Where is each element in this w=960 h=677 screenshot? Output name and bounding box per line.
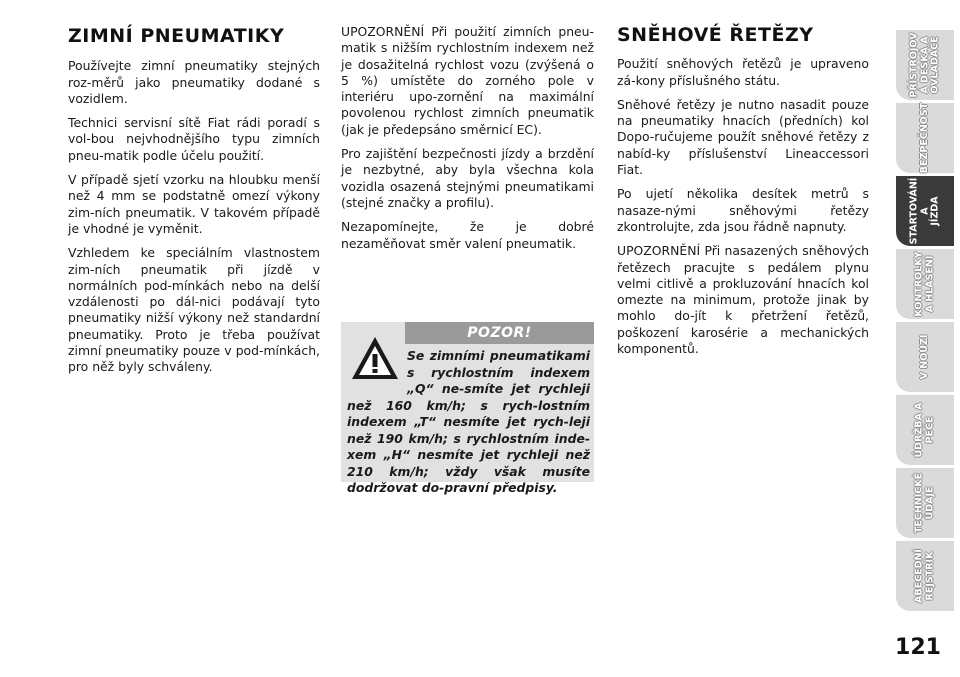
tab-label: V NOUZI [918,334,930,380]
tab-label: ÚDRŽBA A PÉČE [913,402,935,458]
snow-chains-paragraph: Po ujetí několika desítek metrů s nasaze-nými sněhovými řetězy zkontrolujte, zda jsou řádně napnuty. [617,186,869,234]
snow-chains-paragraph: UPOZORNĚNÍ Při nasazených sněhových řetězech pracujte s pedálem plynu velmi citlivě a prokluzování hnacích kol omezte na minimum, protože jinak by mohlo do-jít k přetržení řetězů, poškození karosérie a mechanických komponentů. [617,243,869,357]
tab-index[interactable] [896,541,954,611]
tab-starting-driving[interactable] [896,176,954,246]
tab-warning-lights[interactable] [896,249,954,319]
rotation-paragraph: Nezapomínejte, že je dobré nezaměňovat směr valení pneumatik. [341,219,594,251]
warning-heading: POZOR! [405,322,594,344]
tab-label: PŘÍSTROJOV Á DESKA A OVLADAČE [908,32,941,98]
tab-technical-data[interactable] [896,468,954,538]
snow-chains-paragraph: Sněhové řetězy je nutno nasadit pouze na pneumatiky hnacích (předních) kol Dopo-ručujeme použít sněhové řetězy z nabíd-ky příslušenství Lineaccessori Fiat. [617,96,869,178]
snow-chains-title: SNĚHOVÉ ŘETĚZY [617,24,814,46]
chapter-tabs [896,30,960,610]
winter-tyres-column [68,20,320,384]
tab-maintenance[interactable] [896,395,954,465]
winter-tyres-paragraph: Používejte zimní pneumatiky stejných roz-měrů jako pneumatiky dodané s vozidlem. [68,58,320,106]
tab-label: TECHNICKÉ ÚDAJE [913,472,935,534]
tab-label: KONTROLKY A HLÁŠENÍ [913,251,935,317]
tab-instrument-panel[interactable] [896,30,954,100]
winter-tyres-paragraph: V případě sjetí vzorku na hloubku menší než 4 mm se podstatně omezí výkony zim-ních pneumatik. V takovém případě je vhodné je vyměnit. [68,172,320,236]
warning-text-block [347,348,590,497]
winter-tyres-paragraph: Technici servisní sítě Fiat rádi poradí s vol-bou nejvhodnějšího typu zimních pneu-matik podle účelu použití. [68,115,320,163]
notice-paragraph: UPOZORNĚNÍ Při použití zimních pneu-matik s nižším rychlostním indexem než je dosažitelná rychlost vozu (zvýšená o 5 %) umístěte do zorného pole v interiéru upo-zornění na maximální povolenou rychlost zimních pneumatik (jak je předepsáno směrnicí EC). [341,24,594,137]
snow-chains-paragraph: Použití sněhových řetězů je upraveno zá-kony příslušného státu. [617,56,869,88]
winter-tyres-continued-column [341,24,594,260]
safety-paragraph: Pro zajištění bezpečnosti jízdy a brzdění je nezbytné, aby byla všechna kola vozidla osazená stejnými pneumatikami (stejné značky a profilu). [341,146,594,210]
snow-chains-column [617,20,869,365]
tab-label: BEZPEČNOST [918,102,930,174]
tab-safety[interactable] [896,103,954,173]
page-number: 121 [895,635,941,660]
winter-tyres-title: ZIMNÍ PNEUMATIKY [68,25,285,47]
winter-tyres-paragraph: Vzhledem ke speciálním vlastnostem zim-ních pneumatik při jízdě v normálních pod-mínkách nebo na delší vzdálenosti po dál-nici podávají tyto pneumatiky nižší výkony než standardní pneumatiky. Proto je třeba používat zimní pneumatiky pouze v pod-mínkách, pro něž byly schváleny. [68,245,320,375]
warning-text: Se zimními pneumatikami s rychlostním indexem „Q“ ne-smíte jet rychleji než 160 km/h; s rych-lostním indexem „T“ nesmíte jet rych-leji než 190 km/h; s rychlostním inde-xem „H“ nesmíte jet rychleji než 210 km/h; vždy však musíte dodržovat do-pravní předpisy. [347,348,590,495]
tab-label: STARTOVÁNÍ A JÍZDA [908,177,941,245]
tab-label: ABECEDNÍ REJSTŘÍK [913,549,935,603]
tab-emergency[interactable] [896,322,954,392]
warning-box [341,322,594,495]
